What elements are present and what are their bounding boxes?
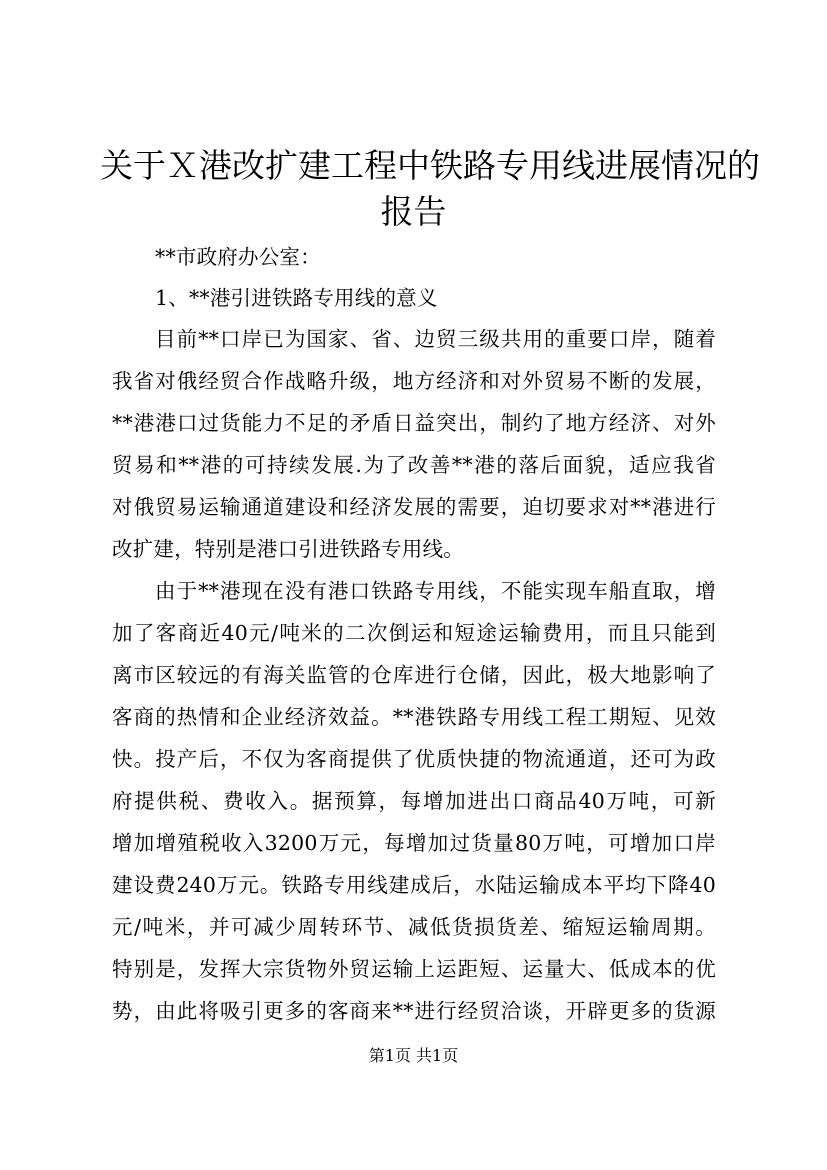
paragraph-2-line: 离市区较远的有海关监管的仓库进行仓储，因此，极大地影响了: [112, 663, 716, 687]
paragraph-2-line: 建设费240万元。铁路专用线建成后，水陆运输成本平均下降40: [112, 873, 716, 897]
page-number-footer: 第1页 共1页: [368, 1046, 459, 1065]
paragraph-1-line: 贸易和**港的可持续发展.为了改善**港的落后面貌，适应我省: [112, 453, 716, 477]
paragraph-2-line: 增加增殖税收入3200万元，每增加过货量80万吨，可增加口岸: [112, 831, 716, 855]
document-title-line-2: 报告: [380, 192, 447, 231]
salutation: **市政府办公室：: [155, 245, 321, 269]
paragraph-1-line: 对俄贸易运输通道建设和经济发展的需要，迫切要求对**港进行: [112, 495, 716, 519]
paragraph-2-line: 府提供税、费收入。据预算，每增加进出口商品40万吨，可新: [112, 789, 716, 813]
paragraph-1-line: 我省对俄经贸合作战略升级，地方经济和对外贸易不断的发展，: [112, 369, 716, 393]
paragraph-2-line: 客商的热情和企业经济效益。**港铁路专用线工程工期短、见效: [112, 705, 716, 729]
paragraph-1-line: 改扩建，特别是港口引进铁路专用线。: [112, 537, 464, 561]
section-heading: 1、**港引进铁路专用线的意义: [155, 286, 438, 310]
paragraph-2-line: 元/吨米，并可减少周转环节、减低货损货差、缩短运输周期。: [112, 915, 716, 939]
paragraph-2-line: 势，由此将吸引更多的客商来**进行经贸洽谈，开辟更多的货源: [112, 999, 716, 1023]
paragraph-2-line: 快。投产后，不仅为客商提供了优质快捷的物流通道，还可为政: [112, 747, 716, 771]
paragraph-1-line: **港港口过货能力不足的矛盾日益突出，制约了地方经济、对外: [112, 411, 716, 435]
paragraph-2-line: 加了客商近40元/吨米的二次倒运和短途运输费用，而且只能到: [112, 621, 716, 645]
paragraph-2-line: 特别是，发挥大宗货物外贸运输上运距短、运量大、低成本的优: [112, 957, 716, 981]
paragraph-1-line: 目前**口岸已为国家、省、边贸三级共用的重要口岸，随着: [155, 327, 716, 351]
paragraph-2-line: 由于**港现在没有港口铁路专用线，不能实现车船直取，增: [155, 579, 716, 603]
document-title-line-1: 关于Ｘ港改扩建工程中铁路专用线进展情况的: [100, 146, 760, 185]
